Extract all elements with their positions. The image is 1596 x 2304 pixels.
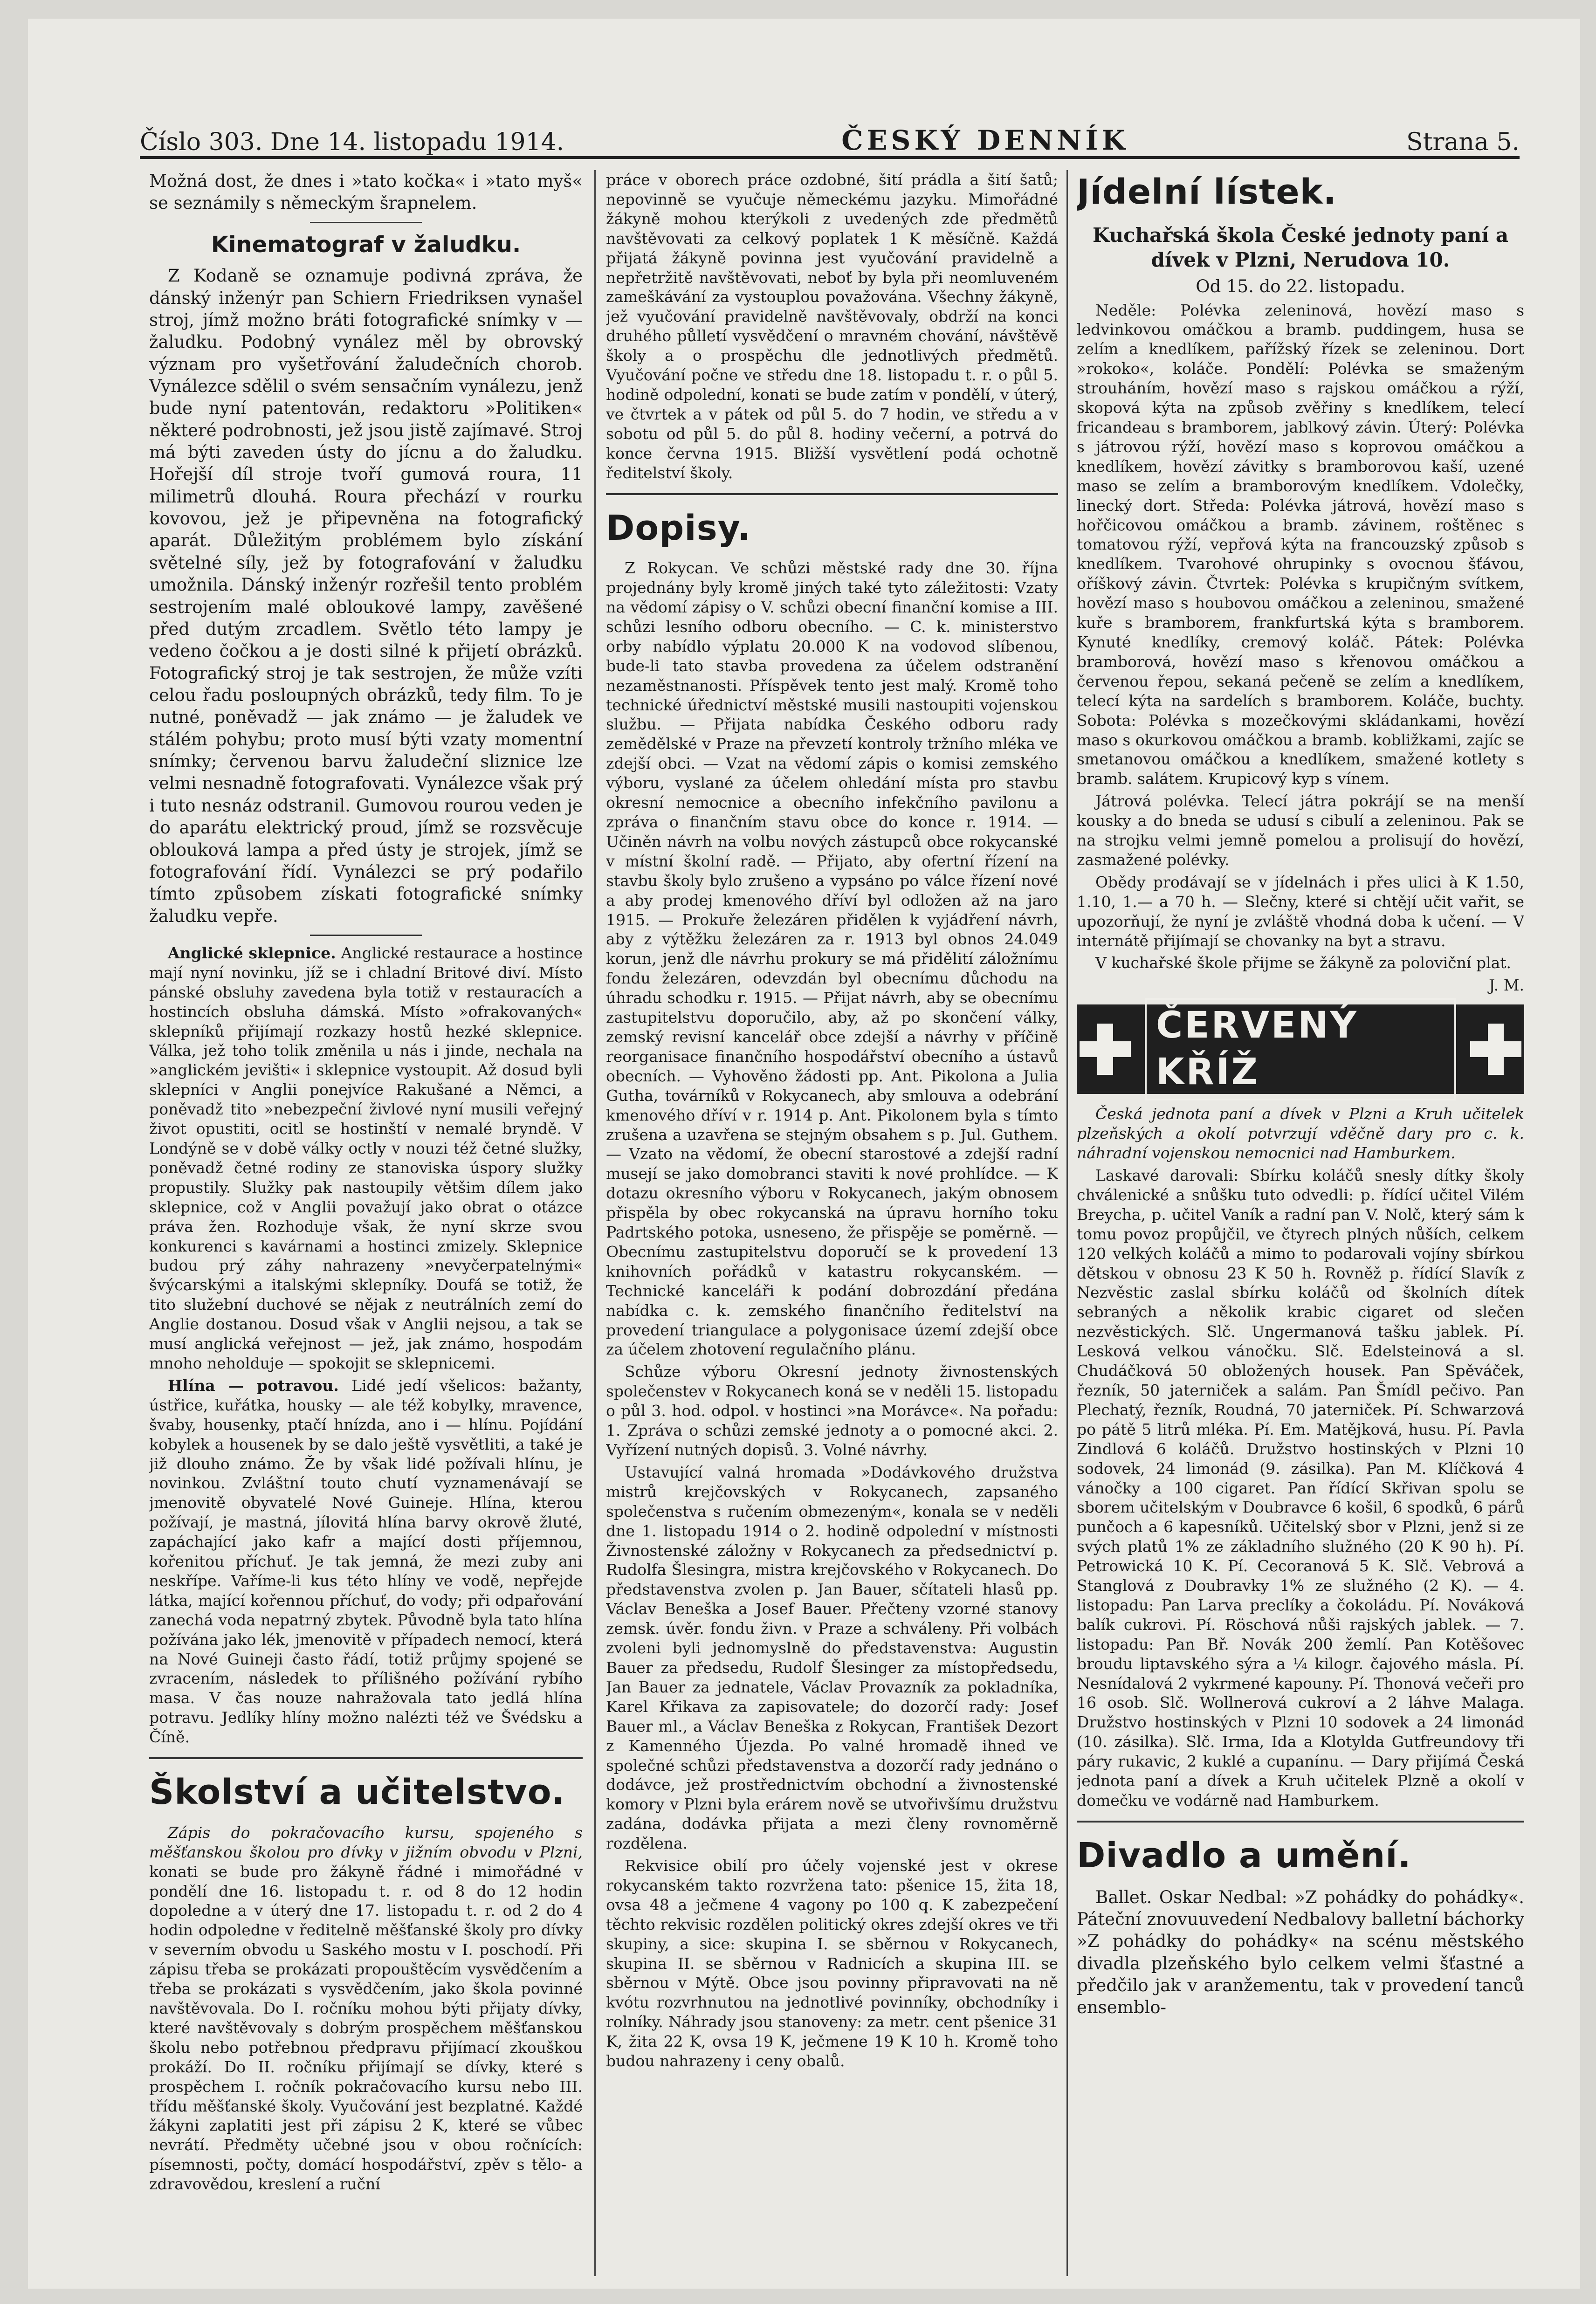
- section-heading: Dopisy.: [606, 508, 751, 548]
- article-body: konati se bude pro žákyně řádné i mimořádné v pondělí dne 16. listopadu t. r. od 8 do 12 hodin dopoledne a v úterý dne 17. listopadu t. r. od 2 do 4 hodin odpoledne v ředitelně měšťanské školy pro dívky v severním obvodu u Saského mostu v I. poschodí. Při zápisu třeba se prokázati propouštěcím vysvědčením a třeba se prokázati s vysvědčením, jako škola povinné navštěvovala. Do I. ročníku mohou býti přijaty dívky, které navštěvovaly s dobrým prospěchem měšťanskou školu nebo potřebnou předpravu přijímací zkouškou prokáží. Do II. ročníku přijímají se dívky, které s prospěchem I. ročník pokračovacího kursu nebo III. třídu měšťanské školy. Vyučování jest bezplatné. Každé žákyni zaplatiti jest při zápisu 2 K, které se vůbec nevrátí. Předměty učebné jsou v obou ročnících: písemnosti, počty, domácí hospodářství, zpěv s tělo- a zdravovědou, kreslení a ruční: [149, 1862, 583, 2194]
- column-divider: [594, 170, 596, 2276]
- article-body: Laskavé darovali: Sbírku koláčů snesly dítky školy chválenické a snůšku tuto odvedli: p. řídící učitel Vilém Breycha, p. učitel Vaník a radní pan V. Nolč, který sám k tomu povoz propůjčil, ve čtyrech plných nůších, celkem 120 velkých koláčů a mimo to podarovali vojíny sbírkou dětskou v obnosu 23 K 50 h. Rovněž p. řídící Slavík z Nezvěstic zaslal sbírku koláčů od školních dítek sebraných a několik krabic cigaret od slečen nezvěstických. Slč. Ungermanová tašku jablek. Pí. Lesková velkou vánočku. Slč. Edelsteinová a sl. Chudáčková 50 obložených housek. Pan Spěváček, řezník, 50 jaterniček a salám. Pan Šmídl pečivo. Pan Plechatý, řezník, Roudná, 70 jaterniček. Pí. Schwarzová po pátě 5 litrů mléka. Pí. Em. Matějková, husu. Pí. Pavla Zindlová 6 koláčů. Družstvo hostinských v Plzni 10 sodovek, 24 limonád (9. zásilka). Pan M. Klíčková 4 vánočky a 100 cigaret. Pan řídící Skřivan spolu se sborem učitelským v Doubravce 6 košil, 6 spodků, 6 párů punčoch a 6 kapesníků. Učitelský sbor v Plzni, jenž si ze svých platů 1% ze základního služného (20 K 90 h). Pí. Petrowická 10 K. Pí. Cecoranová 5 K. Slč. Vebrová a Stanglová z Doubravky 1% ze služného (2 K). — 4. listopadu: Pan Larva preclíky a čokoládu. Pí. Nováková balík cukrovi. Pí. Röschová nůši rajských jablek. — 7. listopadu: Pan Bř. Novák 200 žemlí. Pan Kotěšovec broudu liptavského sýra a ¼ kilogr. čajového másla. Pí. Nesnídalová 2 vykrmené kapouny. Pí. Thonová večeři pro 16 osob. Slč. Wollnerová cukroví a 2 láhve Malaga. Družstvo hostinských v Plzni 10 sodovek a 24 limonád (10. zásilka). Slč. Irma, Ida a Klotylda Gutfreundovy tři páry rukavic, 2 kuklé a cupanínu. — Dary přijímá Česká jednota paní a dívek a Kruh učitelek Plzně a okolí v domečku ve vodárně nad Hamburkem.: [1077, 1166, 1524, 1810]
- banner-title: ČERVENÝ KŘÍŽ: [1145, 998, 1456, 1100]
- notice: Obědy prodávají se v jídelnách i přes ulici à K 1.50, 1.10, 1.— a 70 h. — Slečny, které si chtějí učit vařit, se upozorňují, že nyní je zvláště vhodná doba k učení. — V internátě přijímají se chovanky na byt a stravu.: [1077, 873, 1524, 950]
- article-body: práce v oborech práce ozdobné, šití prádla a šití šatů; nepovinně se vyučuje německému jazyku. Mimořádné žákyně mohou kterýkoli z uvedených zde předmětů navštěvovati za celkový poplatek 1 K měsíčně. Každá přijatá žákyně povinna jest vyučování pravidelně a nepřetržitě navštěvovati, neboť by byla při neomluveném zameškávání za vystouplou považována. Všechny žákyně, jež vyučování pravidelně navštěvovaly, obdrží na konci druhého půlletí vysvědčení o mravném chování, návštěvě školy a o prospěchu dle jednotlivých předmětů. Vyučování počne ve středu dne 18. listopadu t. r. o půl 5. hodině odpolední, konati se bude zatím v pondělí, v úterý, ve čtvrtek a v pátek od půl 5. do 7 hodin, ve středu a v sobotu od půl 5. do půl 8. hodiny večerní, a potrvá do konce června 1915. Bližší vysvětlení podá ochotně ředitelství školy.: [606, 171, 1058, 482]
- page-number: Strana 5.: [1406, 128, 1520, 156]
- article-title: Anglické sklepnice.: [168, 943, 336, 962]
- notice: V kuchařské škole přijme se žákyně za poloviční plat.: [1095, 954, 1512, 972]
- column-1: [149, 170, 583, 2285]
- article-body: Schůze výboru Okresní jednoty živnostenských společenstev v Rokycanech koná se v neděli 15. listopadu o půl 3. hod. odpol. v hostinci »na Morávce«. Na pořadu: 1. Zpráva o schůzi zemské jednoty a o pomocné akci. 2. Vyřízení nutných dopisů. 3. Volné návrhy.: [606, 1362, 1058, 1459]
- divider: [606, 493, 1058, 495]
- recipe: Játrová polévka. Telecí játra pokrájí se na menší kousky a do bneda se udusí s cibulí a zeleninou. Pak se na strojku velmi jemně pomelou a prolisují do hovězí, zasmažené polévky.: [1077, 792, 1524, 869]
- menu-subtitle: Kuchařská škola České jednoty paní a dívek v Plzni, Nerudova 10.: [1092, 223, 1509, 272]
- article-body: Ustavující valná hromada »Dodávkového družstva mistrů krejčovských v Rokycanech, zapsaného společenstva s ručením obmezeným«, konala se v neděli dne 1. listopadu 1914 o 2. hodině odpolední v místnosti Živnostenské záložny v Rokycanech za předsednictví p. Rudolfa Šlesingra, mistra krejčovského v Rokycanech. Do představenstva zvolen p. Jan Bauer, sčítateli hlasů pp. Václav Beneška a Josef Bauer. Přečteny vzorné stanovy zemsk. úvěr. fondu živn. v Praze a schváleny. Při volbách zvoleni byli jednomyslně do představenstva: Augustin Bauer za předsedu, Rudolf Šlesinger za místopředsedu, Jan Bauer za jednatele, Václav Provazník za pokladníka, Karel Křikava za zapisovatele; do dozorčí rady: Josef Bauer ml., a Václav Beneška z Rokycan, František Dezort z Kamenného Újezda. Po valné hromadě ihned ve společné schůzi představenstva a dozorčí rady jednáno o dodávce, jež prostřednictvím obchodní a živnostenské komory v Plzni byla erárem nově se utvořivšímu družstvu zadána, dodávka přijata a mezi členy rovnoměrně rozdělena.: [606, 1463, 1058, 1853]
- cross-icon: [1470, 1024, 1521, 1075]
- article-title: Hlína — potravou.: [168, 1376, 339, 1395]
- divider: [310, 222, 422, 223]
- article-body: Lidé jedí všelicos: bažanty, ústřice, kuřátka, housky — ale též kobylky, mravence, švaby, housenky, ptačí hnízda, ano i — hlínu. Pojídání kobylek a housenek by se dalo ještě vysvětliti, a také je již dlouho známo. Že by však lidé požívali hlínu, je novinkou. Zvláštní touto chutí vyznamenávají se jmenovitě obyvatelé Nové Guineje. Hlína, kterou požívají, je mastná, jílovitá hlína barvy okrově žluté, zapáchající jako kafr a mající dosti příjemnou, kořenitou příchuť. Je tak jemná, že mezi zuby ani neskřípe. Vaříme-li kus této hlíny ve vodě, nepřejde látka, mající kořennou příchuť, do vody; při odpařování zanechá voda nepatrný zbytek. Původně byla tato hlína požívána jako lék, jmenovitě v případech nemocí, která na Nové Guineji často řádí, totiž průjmy spojené se zvracením, následek to přílišného požívání rybího masa. V čas nouze nahražovala tato jedlá hlína potravu. Jedlíky hlíny možno nalézti též ve Švédsku a Číně.: [149, 1376, 583, 1747]
- divider: [1077, 1821, 1524, 1823]
- divider: [149, 1757, 583, 1759]
- article-body: Anglické restaurace a hostince mají nyní novinku, jíž se i chladní Britové diví. Místo pánské obsluhy zavedena byla totiž v restauracích a hostincích obsluha dámská. Místo »ofrakovaných« sklepníků přijímají rozkazy hostů hezké sklepnice. Válka, jež toho tolik změnila u nás i jinde, nechala na »anglickém jevišti« i sklepnice vystoupit. Až dosud byli sklepníci v Anglii ponejvíce Rakušané a Němci, a poněvadž tito »nebezpeční živlové nyní musili veřejný život opustiti, ocitl se hostinští v nemalé bryndě. V Londýně se v době války octly v nouzi též četné služky, poněvadž četné rodiny ze stanoviska úspory služky propustily. Služky pak nastoupily většim dílem jako sklepnice, což v Anglii považují jako obrat o otázce práva žen. Rozhoduje však, že nyní skrze svou konkurenci s kavárnami a hostinci zmizely. Sklepnice budou prý záhy nahrazeny »nevyčerpatelnými« švýcarskými a italskými sklepníky. Doufá se totiž, že tito služební duchové se nějak z neutrálních zemí do Anglie dostanou. Dosud však v Anglii nejsou, a tak se musí anglická veřejnost — jež, jak známo, hospodám mnoho neholduje — spokojit se sklepnicemi.: [149, 943, 583, 1372]
- article-lead: Česká jednota paní a dívek v Plzni a Kruh učitelek plzeňských a okolí potvrzují vděčně dary pro c. k. náhradní vojenskou nemocnici nad Hamburkem.: [1077, 1105, 1524, 1162]
- column-divider: [1066, 170, 1068, 2276]
- masthead: [140, 114, 1520, 159]
- newspaper-title: ČESKÝ DENNÍK: [841, 124, 1129, 156]
- article-body: Ballet. Oskar Nedbal: »Z pohádky do pohádky«. Páteční znovuuvedení Nedbalovy balletní báchorky »Z pohádky do pohádky« na scénu městského divadla plzeňského bylo celkem velmi šťastné a předčilo jak v aranžementu, tak v provedení tanců ensemblo-: [1077, 1887, 1524, 2018]
- signature: J. M.: [1489, 976, 1524, 995]
- column-3: [1077, 170, 1524, 2285]
- article-lead: Zápis do pokračovacího kursu, spojeného s měšťanskou školou pro dívky v jižním obvodu v Plzni,: [149, 1823, 583, 1861]
- article-body: Z Kodaně se oznamuje podivná zpráva, že dánský inženýr pan Schiern Friedriksen vynašel stroj, jímž možno bráti fotografické snímky v — žaludku. Podobný vynález měl by obrovský význam pro vyšetřování žaludečních chorob. Vynálezce sdělil o svém sensačním vynálezu, jenž bude nyní patentován, redaktoru »Politiken« některé podrobnosti, jež jsou jistě zajímavé. Stroj má býti zaveden ústy do jícnu a do žaludku. Hořejší díl stroje tvoří gumová roura, 11 milimetrů dlouhá. Roura přechází v rourku kovovou, jež je připevněna na fotografický aparát. Důležitým problémem bylo získání světelné síly, jež by fotografování v žaludku umožnila. Dánský inženýr rozřešil tento problém sestrojením malé obloukové lampy, zavěšené před dutým zrcadlem. Světlo této lampy je vedeno čočkou a je dosti silné k přijetí obrázků. Fotografický stroj je tak sestrojen, že může vzíti celou řadu posloupných obrázků, tedy film. To je nutné, poněvadž — jak známo — je žaludek ve stálém pohybu; proto musí býti vzaty momentní snímky; červenou barvu žaludeční sliznice lze velmi nesnadně fotografovati. Vynálezce však prý i tuto nesnáz odstranil. Gumovou rourou veden je do aparátu elektrický proud, jímž se rozsvěcuje oblouková lampa a před ústy je strojek, jímž se fotografování řídí. Vynálezci se prý podařilo tímto způsobem získati fotografické snímky žaludku vepře.: [149, 266, 583, 926]
- menu-body: Neděle: Polévka zeleninová, hovězí maso s ledvinkovou omáčkou a bramb. puddingem, husa se zelím a knedlíkem, pařížský řízek se zeleninou. Dort »rokoko«, koláče. Pondělí: Polévka se smaženým strouháním, hovězí maso s rajskou omáčkou a rýží, skopová kýta na způsob zvěřiny s knedlíkem, telecí fricandeau s bramborem, jablkový závin. Úterý: Polévka s játrovou rýží, hovězí maso s koprovou omáčkou a knedlíkem, hovězí závitky s bramborovou kaší, uzené maso se zelím a bramborovým knedlíkem. Vdolečky, linecký dort. Středa: Polévka játrová, hovězí maso s hořčicovou omáčkou a bramb. závinem, roštěnec s tomatovou rýží, vepřová kýta na francouzský způsob s knedlíkem. Tvarohové ohrupinky s ovocnou šťávou, oříškový závin. Čtvrtek: Polévka s krupičným svítkem, hovězí maso s houbovou omáčkou a zeleninou, smažené kuře s bramborem, frankfurtská kýta s bramborem. Kynuté knedlíky, cremový koláč. Pátek: Polévka bramborová, hovězí maso s křenovou omáčkou a červenou řepou, sekaná pečeně se zelím a knedlíkem, telecí kýta na sardelích s bramborem. Koláče, buchty. Sobota: Polévka s mozečkovými skládankami, hovězí maso s okurkovou omáčkou a bramb. kobližkami, zajíc se smetanovou omáčkou a knedlíkem, smažené kotlety s bramb. salátem. Krupicový kyp s vínem.: [1077, 301, 1524, 788]
- article-body: Rekvisice obilí pro účely vojenské jest v okrese rokycanském takto rozvržena tato: pšenice 15, žita 18, ovsa 48 a ječmene 4 vagony po 100 q. K zabezpečení těchto rekvisic rozdělen politický okres zdejší okres ve tři skupiny, a sice: skupina I. se sběrnou v Rokycanech, skupina II. se sběrnou v Radnicích a skupina III. se sběrnou v Mýtě. Obce jsou povinny připravovati na ně kvótu rozvrhnutou na jednotlivé povinníky, obchodníky i rolníky. Náhrady jsou stanoveny: za metr. cent pšenice 31 K, žita 22 K, ovsa 19 K, ječmene 19 K 10 h. Kromě toho budou nahrazeny i ceny obalů.: [606, 1857, 1058, 2070]
- article-body: Z Rokycan. Ve schůzi městské rady dne 30. října projednány byly kromě jiných také tyto záležitosti: Vzaty na vědomí zápisy o V. schůzi obecní finanční komise a III. schůzi lesního odboru obecního. — C. k. ministerstvo orby nabídlo výplatu 20.000 K na vodovod slíbenou, bude-li tato stavba provedena za účelem odstranění nezaměstnanosti. Příspěvek tento jest malý. Kromě toho technické úřednictví městské musili nastoupiti vojenskou službu. — Přijata nabídka Českého odboru rady zemědělské v Praze na převzetí kontroly tržního mléka ve zdejší obci. — Vzat na vědomí zápis o komisi zemského výboru, vyslané za účelem ohledání místa pro stavbu okresní nemocnice a obecního infekčního pavilonu a zpráva o finančním stavu obce do konce r. 1914. — Učiněn návrh na volbu nových zástupců obce rokycanské v místní školní radě. — Přijato, aby ofertní řízení na stavbu školy bylo zrušeno a vypsáno po válce řízení nové a aby prodej kmenového dříví byl odložen až na jaro 1915. — Prokuře železáren přidělen k vyjádření návrh, aby z výtěžku železáren za r. 1913 byl obnos 24.049 korun, jenž dle návrhu prokury se má přidělití záložnímu fondu železáren, odevzdán byl obecnímu důchodu na úhradu schodku r. 1915. — Přijat návrh, aby se obecnímu zastupitelstvu doporučilo, aby, až po skončení války, zemský revisní kancelář obce zdejší a návrhy v příčině reorganisace finančního hospodářství obecního a ústavů obecních. — Vyhověno žádosti pp. Ant. Pikolona a Julia Gutha, továrníků v Rokycanech, aby smlouva a odebrání kmenového dříví v r. 1914 p. Ant. Pikolonem byla s tímto zrušena a uzavřena se stejným obsahem s p. Jul. Guthem. — Vzato na vědomí, že obecní starostové a zdejší radní musejí se jako domobranci staviti k nové prohlídce. — K dotazu okresního výboru v Rokycanech, jakým obnosem přispěla by obec rokycanská na úpravu horního toku Padrtského potoka, usneseno, že přispěje se poměrně. — Obecnímu zastupitelstvu doporučí se k provedení 13 knihovních pořádků v katastru rokycanském. — Technické kanceláři k podání dobrozdání předána nabídka c. k. zemského finančního ředitelství na provedení triangulace a polygonisace území zdejší obce za účelem zhotovení regulačního plánu.: [606, 559, 1058, 1359]
- section-heading: Divadlo a umění.: [1077, 1835, 1411, 1876]
- cross-icon: [1080, 1024, 1131, 1075]
- red-cross-banner: [1077, 1004, 1524, 1094]
- divider: [310, 935, 422, 936]
- intro-paragraph: Možná dost, že dnes i »tato kočka« i »tato myš« se seznámily s německým šrapnelem.: [149, 171, 583, 213]
- article-title: Kinematograf v žaludku.: [211, 231, 521, 258]
- section-heading: Jídelní lístek.: [1077, 172, 1337, 212]
- section-heading: Školství a učitelstvo.: [149, 1772, 565, 1813]
- column-2: [606, 170, 1058, 2285]
- menu-dates: Od 15. do 22. listopadu.: [1196, 276, 1405, 297]
- issue-info: Číslo 303. Dne 14. listopadu 1914.: [140, 128, 564, 156]
